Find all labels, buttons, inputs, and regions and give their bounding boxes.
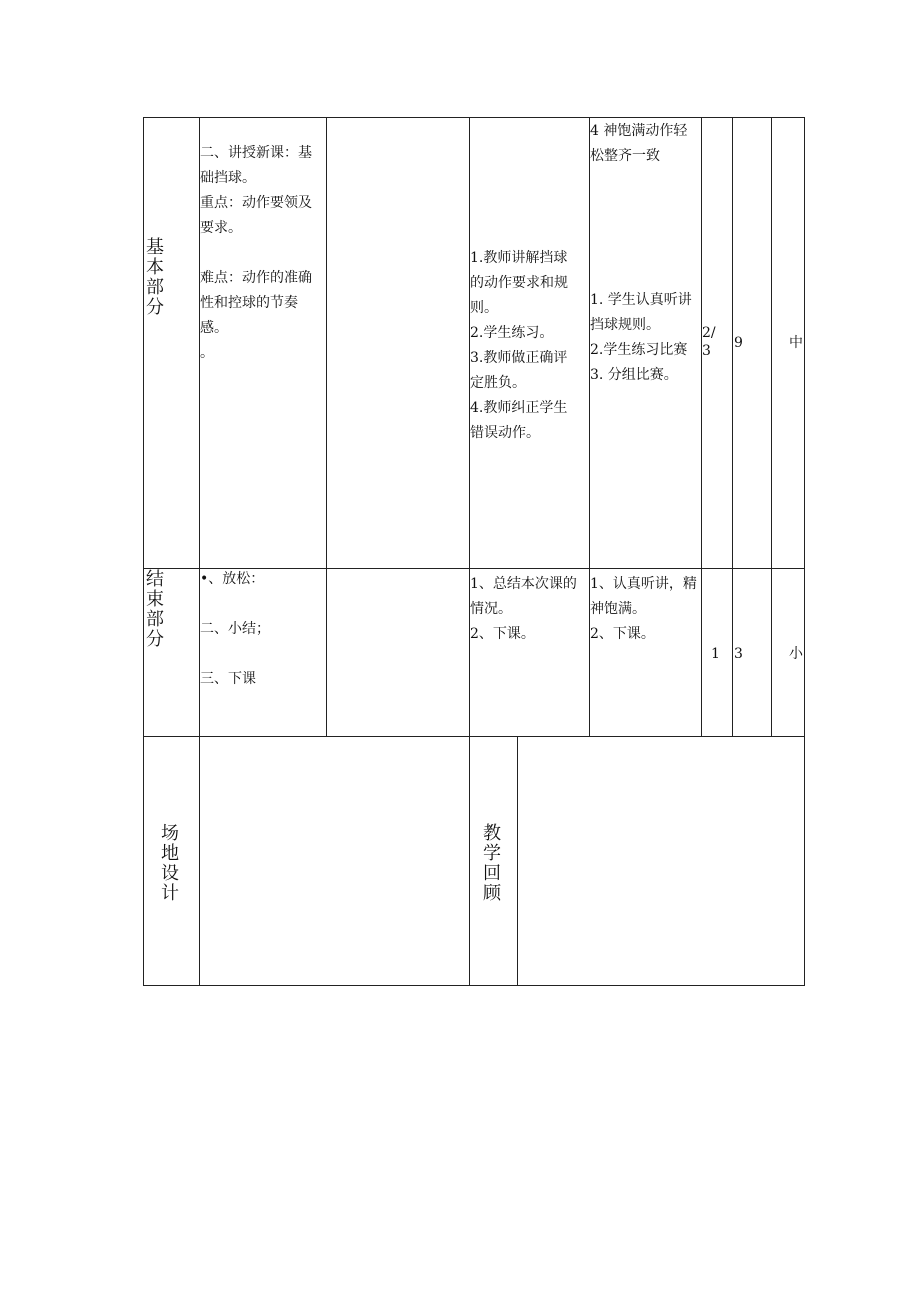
basic-minutes: 9	[734, 335, 743, 351]
basic-content: 二、讲授新课：基 础挡球。 重点：动作要领及 要求。 难点：动作的准确 性和控球的节奏 感。 。	[200, 145, 312, 361]
col-divider-6	[732, 117, 733, 737]
ending-minutes: 3	[734, 646, 743, 662]
teaching-review-label: 教 学 回 顾	[483, 823, 501, 904]
table-border-top	[143, 117, 805, 118]
ending-intensity: 小	[789, 646, 803, 662]
basic-student-top: 4 神饱满动作轻 松整齐一致	[590, 123, 688, 164]
col-divider-7	[771, 117, 772, 737]
ending-content: •、放松： 二、小结； 三、下课	[200, 571, 270, 687]
basic-intensity: 中	[789, 335, 803, 351]
basic-teacher-activity: 1.教师讲解挡球 的动作要求和规 则。 2.学生练习。 3.教师做正确评 定胜负。 4.教师纠正学生 错误动作。	[470, 250, 568, 441]
row-divider-2	[143, 736, 805, 737]
table-border-left	[143, 117, 144, 986]
col-divider-footer	[517, 736, 518, 986]
basic-times: 2/ 3	[702, 325, 716, 359]
ending-teacher-activity: 1、总结本次课的 情况。 2、下课。	[470, 576, 577, 642]
basic-section-label: 基 本 部 分	[146, 237, 164, 318]
ending-student-activity: 1、认真听讲，精 神饱满。 2、下课。	[590, 576, 697, 642]
table-border-bottom	[143, 985, 805, 986]
table-border-right	[804, 117, 805, 986]
col-divider-2	[326, 117, 327, 737]
ending-times: 1	[711, 646, 720, 662]
basic-student-activity: 1. 学生认真听讲 挡球规则。 2.学生练习比赛 3. 分组比赛。	[590, 292, 692, 383]
venue-design-label: 场 地 设 计	[161, 823, 179, 904]
ending-section-label: 结 束 部 分	[146, 569, 164, 650]
